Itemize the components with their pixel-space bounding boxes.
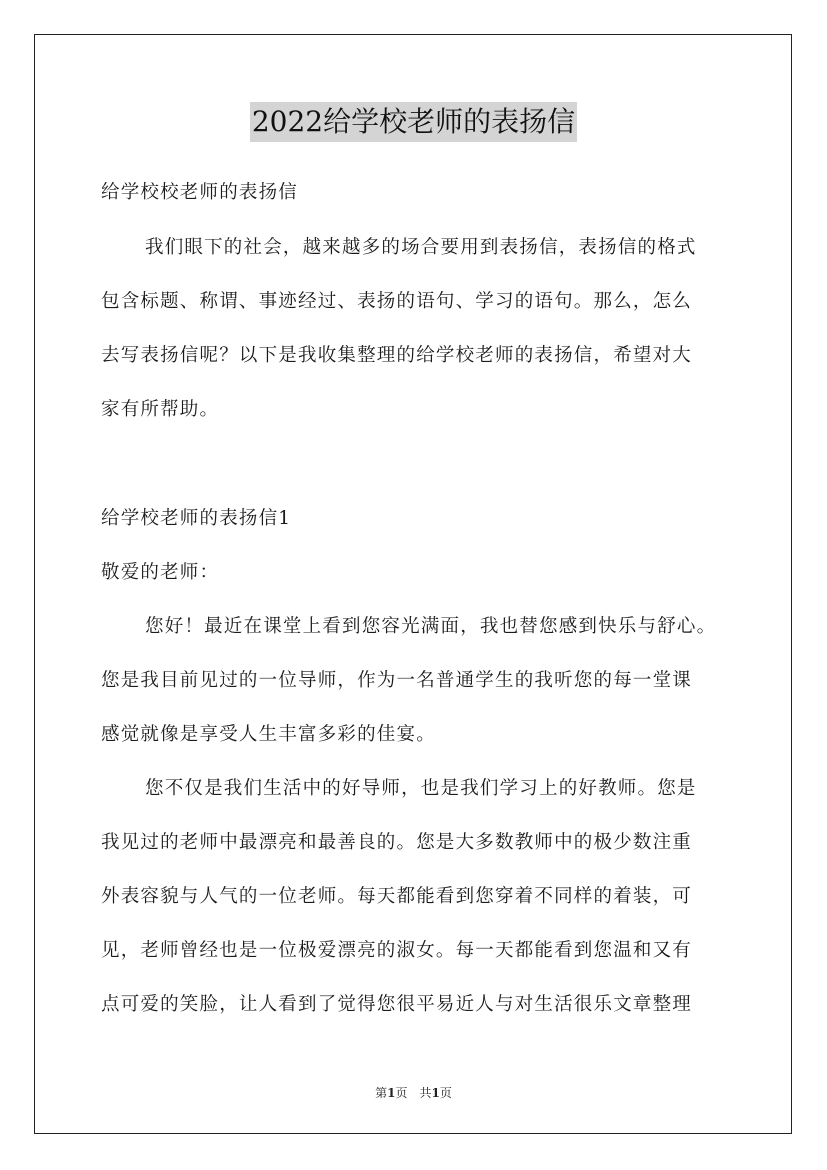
paragraph-line: 您好！最近在课堂上看到您容光满面，我也替您感到快乐与舒心。: [145, 616, 717, 637]
footer-page-total: 1: [431, 1086, 440, 1100]
footer-mid: 页 共: [395, 1086, 432, 1100]
paragraph-line: 见，老师曾经也是一位极爱漂亮的淑女。每一天都能看到您温和又有: [101, 940, 693, 961]
title-container: [0, 102, 827, 142]
body-paragraph-1: [101, 600, 731, 762]
footer-suffix: 页: [439, 1086, 452, 1100]
paragraph-line: 点可爱的笑脸，让人看到了觉得您很平易近人与对生活很乐文章整理: [101, 994, 693, 1015]
body-paragraph-2: [101, 762, 731, 1032]
section-heading: 给学校老师的表扬信1: [101, 508, 292, 529]
paragraph-line: 感觉就像是享受人生丰富多彩的佳宴。: [101, 724, 436, 745]
document-title: 2022给学校老师的表扬信: [250, 102, 577, 142]
intro-line: 去写表扬信呢？以下是我收集整理的给学校老师的表扬信，希望对大: [101, 345, 693, 366]
document-subtitle: 给学校校老师的表扬信: [101, 182, 299, 203]
paragraph-line: 外表容貌与人气的一位老师。每天都能看到您穿着不同样的着装，可: [101, 886, 693, 907]
intro-line: 家有所帮助。: [101, 399, 220, 420]
paragraph-line: 您是我目前见过的一位导师，作为一名普通学生的我听您的每一堂课: [101, 670, 693, 691]
section-heading-block: [101, 492, 731, 600]
intro-line: 我们眼下的社会，越来越多的场合要用到表扬信，表扬信的格式: [145, 237, 697, 258]
paragraph-line: 我见过的老师中最漂亮和最善良的。您是大多数教师中的极少数注重: [101, 832, 693, 853]
page-footer: [0, 1084, 827, 1101]
salutation: 敬爱的老师：: [101, 562, 220, 583]
footer-page-current: 1: [387, 1086, 396, 1100]
paragraph-line: 您不仅是我们生活中的好导师，也是我们学习上的好教师。您是: [145, 778, 697, 799]
intro-line: 包含标题、称谓、事迹经过、表扬的语句、学习的语句。那么，怎么: [101, 291, 693, 312]
subtitle-block: [101, 166, 731, 220]
footer-prefix: 第: [375, 1086, 388, 1100]
intro-paragraph: [101, 221, 731, 437]
